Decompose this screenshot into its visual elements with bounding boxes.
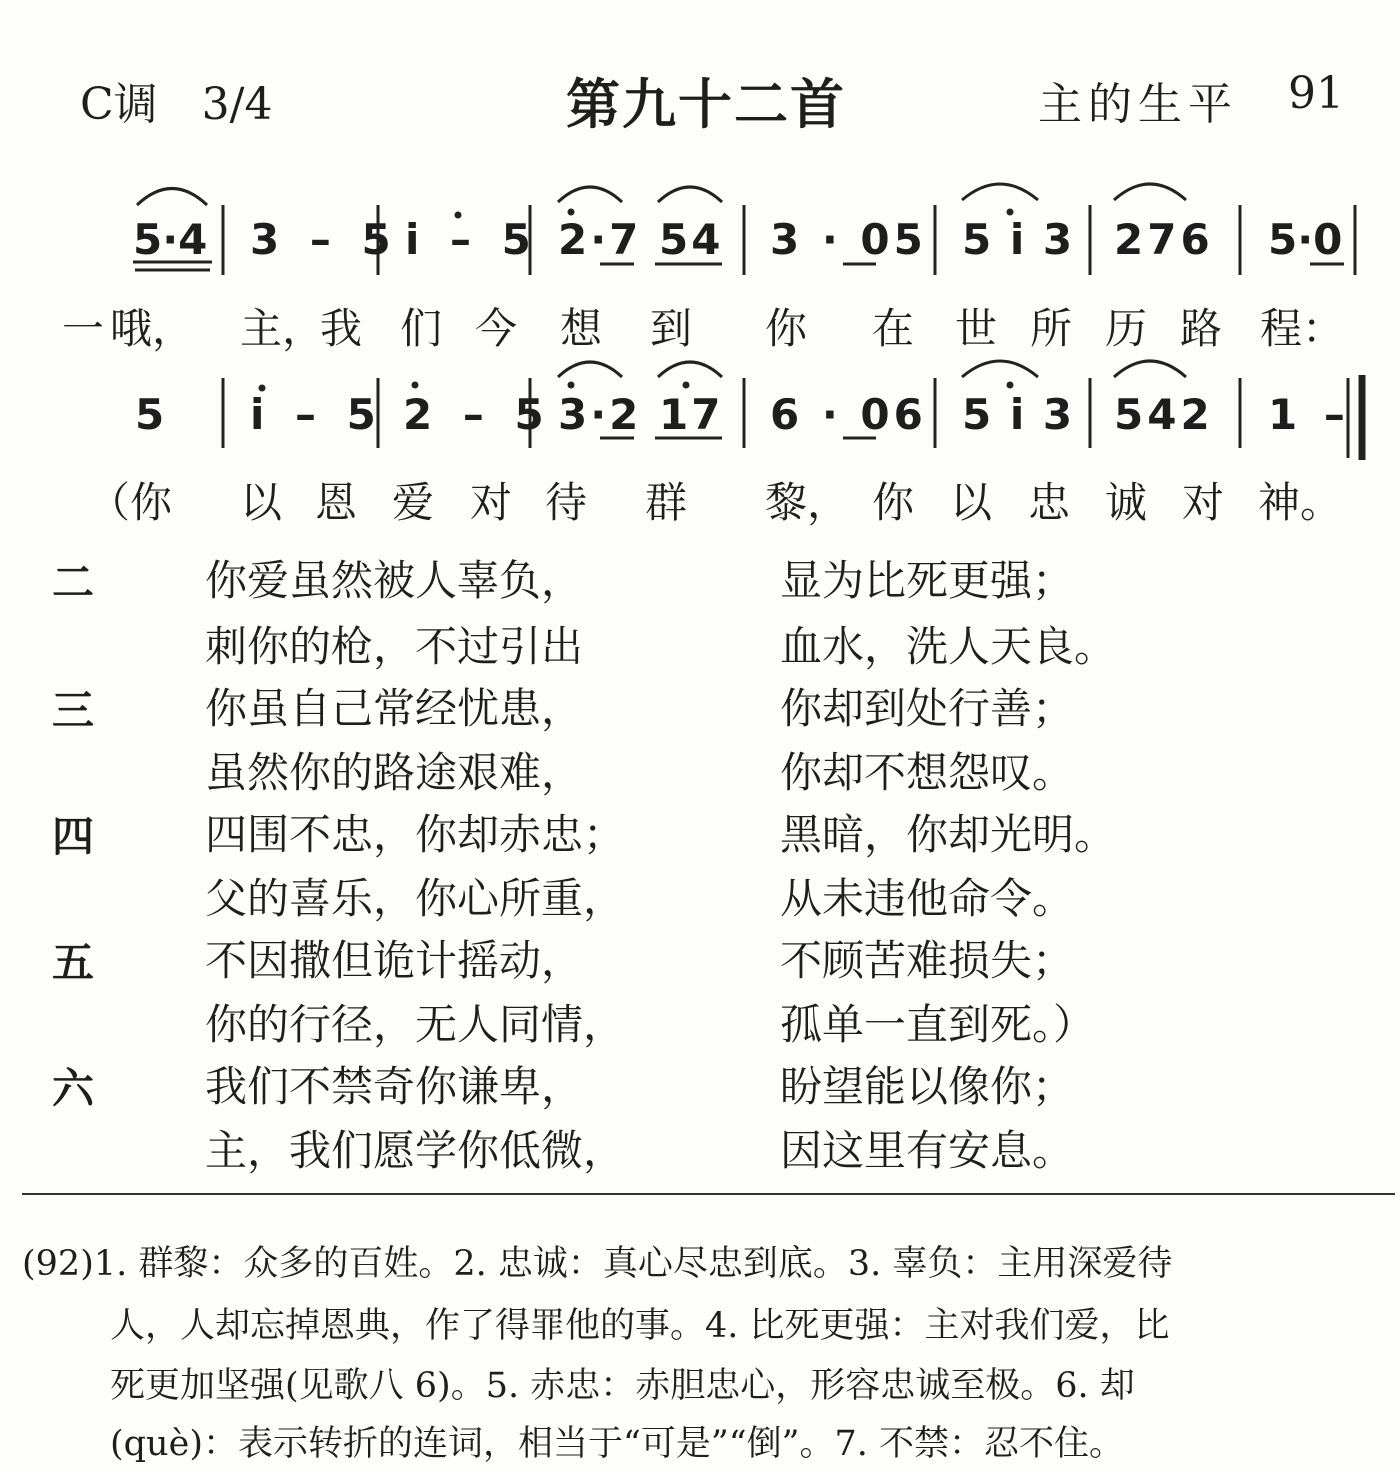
lyric-char: 哦， <box>110 304 195 353</box>
note-group: 1 – <box>1268 390 1351 439</box>
verse-line: 主，我们愿学你低微， <box>205 1126 626 1175</box>
verse-line: 虽然你的路途艰难， <box>205 748 584 797</box>
footnote-line: (92)1. 群黎：众多的百姓。2. 忠诚：真心尽忠到底。3. 辜负：主用深爱待 <box>22 1244 1173 1284</box>
lyric-char: 神。 <box>1258 478 1343 527</box>
lyric-char: 忠 <box>1028 478 1071 527</box>
lyric-char: 想 <box>560 304 603 353</box>
lyric-char: 你 <box>765 304 808 353</box>
lyric-char: 诚 <box>1105 478 1148 527</box>
verse-line: 四围不忠，你却赤忠； <box>205 810 626 859</box>
verse-line: 你却到处行善； <box>780 684 1075 733</box>
note-group: 6 · 06 <box>770 390 927 439</box>
verse-line: 孤单一直到死。） <box>780 1000 1096 1049</box>
verse-line: 从未违他命令。 <box>780 874 1075 923</box>
verse-number: 二 <box>52 558 95 607</box>
lyric-char: 到 <box>650 304 693 353</box>
verse-line: 刺你的枪，不过引出 <box>205 622 584 671</box>
lyric-char: 你 <box>872 478 915 527</box>
page-number: 91 <box>1288 68 1344 119</box>
note-group: i – 5 <box>405 215 539 264</box>
note-group: 5 <box>135 390 165 439</box>
verse-line: 父的喜乐，你心所重， <box>205 874 626 923</box>
verse-line: 你虽自己常经忧患， <box>205 684 584 733</box>
note-group: 5 i 3 <box>962 215 1075 264</box>
lyric-char: （你 <box>88 478 173 527</box>
verse-line: 黑暗，你却光明。 <box>780 810 1117 859</box>
verse-number: 四 <box>52 812 95 861</box>
note-group: 2·7 54 <box>558 215 724 264</box>
verse-number: 三 <box>52 686 95 735</box>
lyric-char: 所 <box>1030 304 1073 353</box>
footnote-line: (què)：表示转折的连词，相当于“可是”“倒”。7. 不禁：忍不住。 <box>110 1424 1125 1464</box>
lyric-char: 群 <box>645 478 688 527</box>
lyric-char: 爱 <box>392 478 435 527</box>
lyric-char: 历 <box>1105 304 1148 353</box>
verse-line: 你的行径，无人同情， <box>205 1000 626 1049</box>
lyric-char: 对 <box>470 478 513 527</box>
verse-line: 你却不想怨叹。 <box>780 748 1075 797</box>
note-group: 5·4 <box>133 215 208 264</box>
lyric-char: 待 <box>545 478 588 527</box>
verse-number-one: 一 <box>62 304 105 353</box>
note-group: 542 <box>1114 390 1214 439</box>
verse-line: 不顾苦难损失； <box>780 936 1075 985</box>
note-group: 276 <box>1114 215 1214 264</box>
verse-number: 五 <box>52 938 95 987</box>
lyric-char: 黎， <box>765 478 850 527</box>
verse-line: 血水，洗人天良。 <box>780 622 1117 671</box>
note-group: 5·0 <box>1268 215 1343 264</box>
lyric-char: 路 <box>1180 304 1223 353</box>
lyric-char: 恩 <box>315 478 358 527</box>
lyric-char: 以 <box>950 478 993 527</box>
verse-line: 不因撒但诡计摇动， <box>205 936 584 985</box>
verse-line: 我们不禁奇你谦卑， <box>205 1062 584 1111</box>
footnote-line: 人，人却忘掉恩典，作了得罪他的事。4. 比死更强：主对我们爱，比 <box>110 1306 1170 1346</box>
lyric-char: 程： <box>1260 304 1345 353</box>
page-title: 第九十二首 <box>566 73 846 136</box>
verse-number: 六 <box>52 1064 95 1113</box>
lyric-char: 对 <box>1182 478 1225 527</box>
lyric-char: 主， <box>240 304 325 353</box>
verse-line: 显为比死更强； <box>780 556 1075 605</box>
note-group: 2 – 5 <box>403 390 552 439</box>
note-group: 5 i 3 <box>962 390 1075 439</box>
verse-line: 因这里有安息。 <box>780 1126 1075 1175</box>
lyric-char: 今 <box>475 304 518 353</box>
lyric-char: 们 <box>400 304 443 353</box>
note-group: i – 5 <box>250 390 384 439</box>
key-signature: C调 3/4 <box>80 79 273 130</box>
note-group: 3 – 5 <box>250 215 399 264</box>
lyric-char: 以 <box>240 478 283 527</box>
verse-line: 你爱虽然被人辜负， <box>205 556 584 605</box>
note-group: 3 · 05 <box>770 215 927 264</box>
note-group: 3·2 17 <box>558 390 724 439</box>
verse-line: 盼望能以像你； <box>780 1062 1075 1111</box>
footnote-line: 死更加坚强(见歌八 6)。5. 赤忠：赤胆忠心，形容忠诚至极。6. 却 <box>110 1366 1135 1406</box>
hymn-category: 主的生平 <box>1038 79 1238 130</box>
lyric-char: 世 <box>955 304 998 353</box>
lyric-char: 我 <box>320 304 363 353</box>
lyric-char: 在 <box>872 304 915 353</box>
